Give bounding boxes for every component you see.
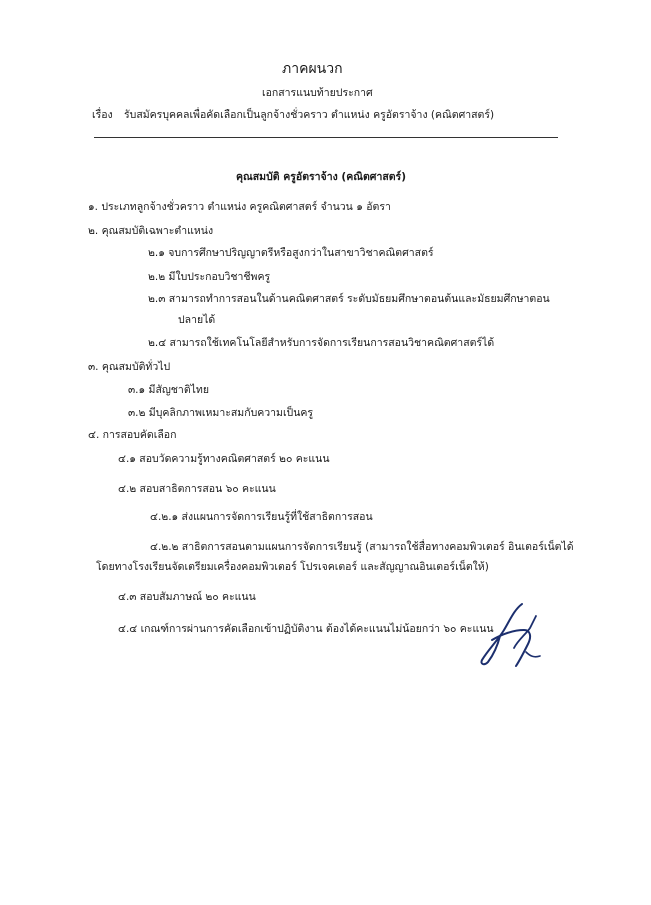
item-2-3-cont: ปลายได้ (178, 314, 216, 326)
item-3-1: ๓.๑ มีสัญชาติไทย (128, 384, 209, 396)
item-4-4: ๔.๔ เกณฑ์การผ่านการคัดเลือกเข้าปฏิบัติงาน ต้องได้คะแนนไม่น้อยกว่า ๖๐ คะแนน (118, 623, 494, 635)
item-4: ๔. การสอบคัดเลือก (88, 429, 177, 441)
section-title: คุณสมบัติ ครูอัตราจ้าง (คณิตศาสตร์) (236, 171, 406, 183)
item-2-1: ๒.๑ จบการศึกษาปริญญาตรีหรือสูงกว่าในสาขาวิชาคณิตศาสตร์ (148, 247, 434, 259)
signature-image (474, 600, 544, 672)
page-subtitle: เอกสารแนบท้ายประกาศ (262, 87, 373, 99)
item-4-2-2-cont: โดยทางโรงเรียนจัดเตรียมเครื่องคอมพิวเตอร์ โปรเจคเตอร์ และสัญญาณอินเตอร์เน็ตให้) (96, 561, 489, 573)
item-4-3: ๔.๓ สอบสัมภาษณ์ ๒๐ คะแนน (118, 591, 256, 603)
item-4-2-1: ๔.๒.๑ ส่งแผนการจัดการเรียนรู้ที่ใช้สาธิตการสอน (150, 511, 373, 523)
item-2: ๒. คุณสมบัติเฉพาะตำแหน่ง (88, 225, 214, 237)
item-2-2: ๒.๒ มีใบประกอบวิชาชีพครู (148, 271, 271, 283)
item-4-2: ๔.๒ สอบสาธิตการสอน ๖๐ คะแนน (118, 483, 276, 495)
item-4-2-2: ๔.๒.๒ สาธิตการสอนตามแผนการจัดการเรียนรู้ (สามารถใช้สื่อทางคอมพิวเตอร์ อินเตอร์เน็ตได้ (150, 541, 574, 553)
item-3: ๓. คุณสมบัติทั่วไป (88, 361, 171, 373)
item-2-4: ๒.๔ สามารถใช้เทคโนโลยีสำหรับการจัดการเรียนการสอนวิชาคณิตศาสตร์ได้ (148, 337, 495, 349)
page-title: ภาคผนวก (282, 61, 343, 77)
item-3-2: ๓.๒ มีบุคลิกภาพเหมาะสมกับความเป็นครู (128, 407, 314, 419)
item-2-3: ๒.๓ สามารถทำการสอนในด้านคณิตศาสตร์ ระดับมัธยมศึกษาตอนต้นและมัธยมศึกษาตอน (148, 293, 550, 305)
subject-line (92, 108, 494, 122)
subject-label: เรื่อง (92, 109, 113, 121)
item-1: ๑. ประเภทลูกจ้างชั่วคราว ตำแหน่ง ครูคณิตศาสตร์ จำนวน ๑ อัตรา (88, 201, 391, 213)
divider (94, 137, 558, 138)
subject-text: รับสมัครบุคคลเพื่อคัดเลือกเป็นลูกจ้างชั่วคราว ตำแหน่ง ครูอัตราจ้าง (คณิตศาสตร์) (124, 109, 495, 121)
item-4-1: ๔.๑ สอบวัดความรู้ทางคณิตศาสตร์ ๒๐ คะแนน (118, 453, 330, 465)
